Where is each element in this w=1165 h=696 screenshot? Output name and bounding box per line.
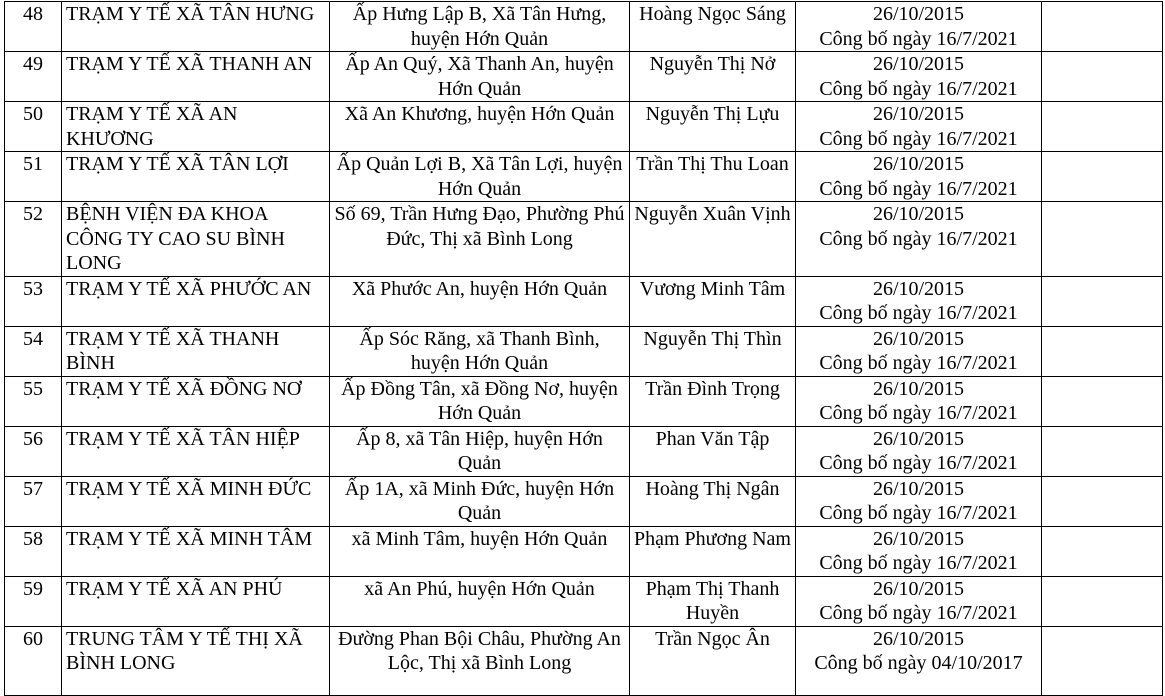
facility-name: TRẠM Y TẾ XÃ THANH AN — [62, 52, 330, 102]
announcement-date: Công bố ngày 16/7/2021 — [819, 302, 1018, 324]
announcement-date: Công bố ngày 16/7/2021 — [819, 552, 1018, 574]
person-in-charge: Trần Đình Trọng — [630, 376, 796, 426]
note-cell — [1042, 326, 1163, 376]
announcement-date: Công bố ngày 16/7/2021 — [819, 352, 1018, 374]
facility-address: Ấp Quản Lợi B, Xã Tân Lợi, huyện Hớn Quản — [330, 152, 630, 202]
person-in-charge: Hoàng Ngọc Sáng — [630, 2, 796, 52]
person-in-charge: Nguyễn Xuân Vịnh — [630, 202, 796, 277]
table-row — [5, 326, 1163, 376]
note-cell — [1042, 376, 1163, 426]
row-number: 52 — [5, 202, 62, 277]
note-cell — [1042, 152, 1163, 202]
facility-address: Ấp 8, xã Tân Hiệp, huyện Hớn Quản — [330, 426, 630, 476]
facility-address: Ấp Sóc Răng, xã Thanh Bình, huyện Hớn Quản — [330, 326, 630, 376]
person-in-charge: Nguyễn Thị Thìn — [630, 326, 796, 376]
facility-name: TRẠM Y TẾ XÃ TÂN HIỆP — [62, 426, 330, 476]
row-number: 53 — [5, 276, 62, 326]
date-cell — [796, 376, 1042, 426]
person-in-charge: Hoàng Thị Ngân — [630, 476, 796, 526]
facility-name: TRẠM Y TẾ XÃ PHƯỚC AN — [62, 276, 330, 326]
date-cell — [796, 2, 1042, 52]
person-in-charge: Nguyễn Thị Nở — [630, 52, 796, 102]
row-number: 51 — [5, 152, 62, 202]
announcement-date: Công bố ngày 16/7/2021 — [819, 402, 1018, 424]
note-cell — [1042, 426, 1163, 476]
announcement-date: Công bố ngày 16/7/2021 — [819, 502, 1018, 524]
facility-name: BỆNH VIỆN ĐA KHOA CÔNG TY CAO SU BÌNH LONG — [62, 202, 330, 277]
person-in-charge: Vương Minh Tâm — [630, 276, 796, 326]
table-row — [5, 2, 1163, 52]
row-number: 57 — [5, 476, 62, 526]
facility-table-body — [5, 2, 1163, 696]
date-cell — [796, 202, 1042, 277]
registration-date: 26/10/2015 — [872, 3, 965, 25]
table-row — [5, 202, 1163, 277]
registration-date: 26/10/2015 — [872, 577, 965, 600]
row-number: 58 — [5, 526, 62, 576]
facility-address: xã An Phú, huyện Hớn Quản — [330, 576, 630, 626]
person-in-charge: Phan Văn Tập — [630, 426, 796, 476]
announcement-date: Công bố ngày 16/7/2021 — [819, 27, 1018, 50]
registration-date: 26/10/2015 — [872, 527, 965, 550]
person-in-charge: Nguyễn Thị Lựu — [630, 102, 796, 152]
note-cell — [1042, 576, 1163, 626]
table-row — [5, 426, 1163, 476]
facility-name: TRẠM Y TẾ XÃ MINH ĐỨC — [62, 476, 330, 526]
row-number: 54 — [5, 326, 62, 376]
note-cell — [1042, 276, 1163, 326]
registration-date: 26/10/2015 — [872, 153, 965, 175]
announcement-date: Công bố ngày 16/7/2021 — [819, 452, 1018, 474]
facility-name: TRẠM Y TẾ XÃ THANH BÌNH — [62, 326, 330, 376]
date-cell — [796, 526, 1042, 576]
announcement-date: Công bố ngày 16/7/2021 — [819, 227, 1018, 250]
announcement-date: Công bố ngày 16/7/2021 — [819, 77, 1018, 100]
person-in-charge: Phạm Thị Thanh Huyền — [630, 576, 796, 626]
date-cell — [796, 276, 1042, 326]
facility-address: Đường Phan Bội Châu, Phường An Lộc, Thị xã Bình Long — [330, 626, 630, 695]
facility-address: Số 69, Trần Hưng Đạo, Phường Phú Đức, Thị xã Bình Long — [330, 202, 630, 277]
row-number: 60 — [5, 626, 62, 695]
registration-date: 26/10/2015 — [872, 103, 965, 125]
date-cell — [796, 152, 1042, 202]
note-cell — [1042, 102, 1163, 152]
facility-name: TRẠM Y TẾ XÃ TÂN HƯNG — [62, 2, 330, 52]
table-row — [5, 376, 1163, 426]
announcement-date: Công bố ngày 16/7/2021 — [819, 127, 1018, 150]
row-number: 56 — [5, 426, 62, 476]
announcement-date: Công bố ngày 04/10/2017 — [814, 652, 1023, 674]
facility-name: TRẠM Y TẾ XÃ TÂN LỢI — [62, 152, 330, 202]
table-row — [5, 526, 1163, 576]
facility-address: Ấp 1A, xã Minh Đức, huyện Hớn Quản — [330, 476, 630, 526]
table-row — [5, 626, 1163, 695]
person-in-charge: Trần Ngọc Ân — [630, 626, 796, 695]
row-number: 48 — [5, 2, 62, 52]
note-cell — [1042, 476, 1163, 526]
note-cell — [1042, 52, 1163, 102]
registration-date: 26/10/2015 — [872, 277, 965, 300]
person-in-charge: Phạm Phương Nam — [630, 526, 796, 576]
date-cell — [796, 476, 1042, 526]
date-cell — [796, 326, 1042, 376]
facility-address: xã Minh Tâm, huyện Hớn Quản — [330, 526, 630, 576]
facility-name: TRUNG TÂM Y TẾ THỊ XÃ BÌNH LONG — [62, 626, 330, 695]
row-number: 55 — [5, 376, 62, 426]
table-row — [5, 152, 1163, 202]
facility-name: TRẠM Y TẾ XÃ MINH TÂM — [62, 526, 330, 576]
row-number: 50 — [5, 102, 62, 152]
facility-name: TRẠM Y TẾ XÃ ĐỒNG NƠ — [62, 376, 330, 426]
registration-date: 26/10/2015 — [872, 53, 965, 75]
facility-name: TRẠM Y TẾ XÃ AN KHƯƠNG — [62, 102, 330, 152]
facility-address: Ấp Đồng Tân, xã Đồng Nơ, huyện Hớn Quản — [330, 376, 630, 426]
registration-date: 26/10/2015 — [872, 203, 965, 225]
registration-date: 26/10/2015 — [872, 627, 965, 650]
table-row — [5, 102, 1163, 152]
date-cell — [796, 426, 1042, 476]
row-number: 49 — [5, 52, 62, 102]
registration-date: 26/10/2015 — [872, 377, 965, 400]
note-cell — [1042, 526, 1163, 576]
date-cell — [796, 102, 1042, 152]
date-cell — [796, 52, 1042, 102]
facility-address: Ấp Hưng Lập B, Xã Tân Hưng, huyện Hớn Quản — [330, 2, 630, 52]
announcement-date: Công bố ngày 16/7/2021 — [819, 602, 1018, 624]
note-cell — [1042, 2, 1163, 52]
person-in-charge: Trần Thị Thu Loan — [630, 152, 796, 202]
table-row — [5, 276, 1163, 326]
row-number: 59 — [5, 576, 62, 626]
registration-date: 26/10/2015 — [872, 427, 965, 450]
facility-address: Ấp An Quý, Xã Thanh An, huyện Hớn Quản — [330, 52, 630, 102]
facility-name: TRẠM Y TẾ XÃ AN PHÚ — [62, 576, 330, 626]
table-row — [5, 52, 1163, 102]
registration-date: 26/10/2015 — [872, 477, 965, 500]
note-cell — [1042, 202, 1163, 277]
table-row — [5, 476, 1163, 526]
registration-date: 26/10/2015 — [872, 327, 965, 350]
date-cell — [796, 626, 1042, 695]
facility-table — [4, 1, 1163, 696]
facility-address: Xã An Khương, huyện Hớn Quản — [330, 102, 630, 152]
date-cell — [796, 576, 1042, 626]
table-row — [5, 576, 1163, 626]
note-cell — [1042, 626, 1163, 695]
announcement-date: Công bố ngày 16/7/2021 — [819, 177, 1018, 200]
facility-address: Xã Phước An, huyện Hớn Quản — [330, 276, 630, 326]
